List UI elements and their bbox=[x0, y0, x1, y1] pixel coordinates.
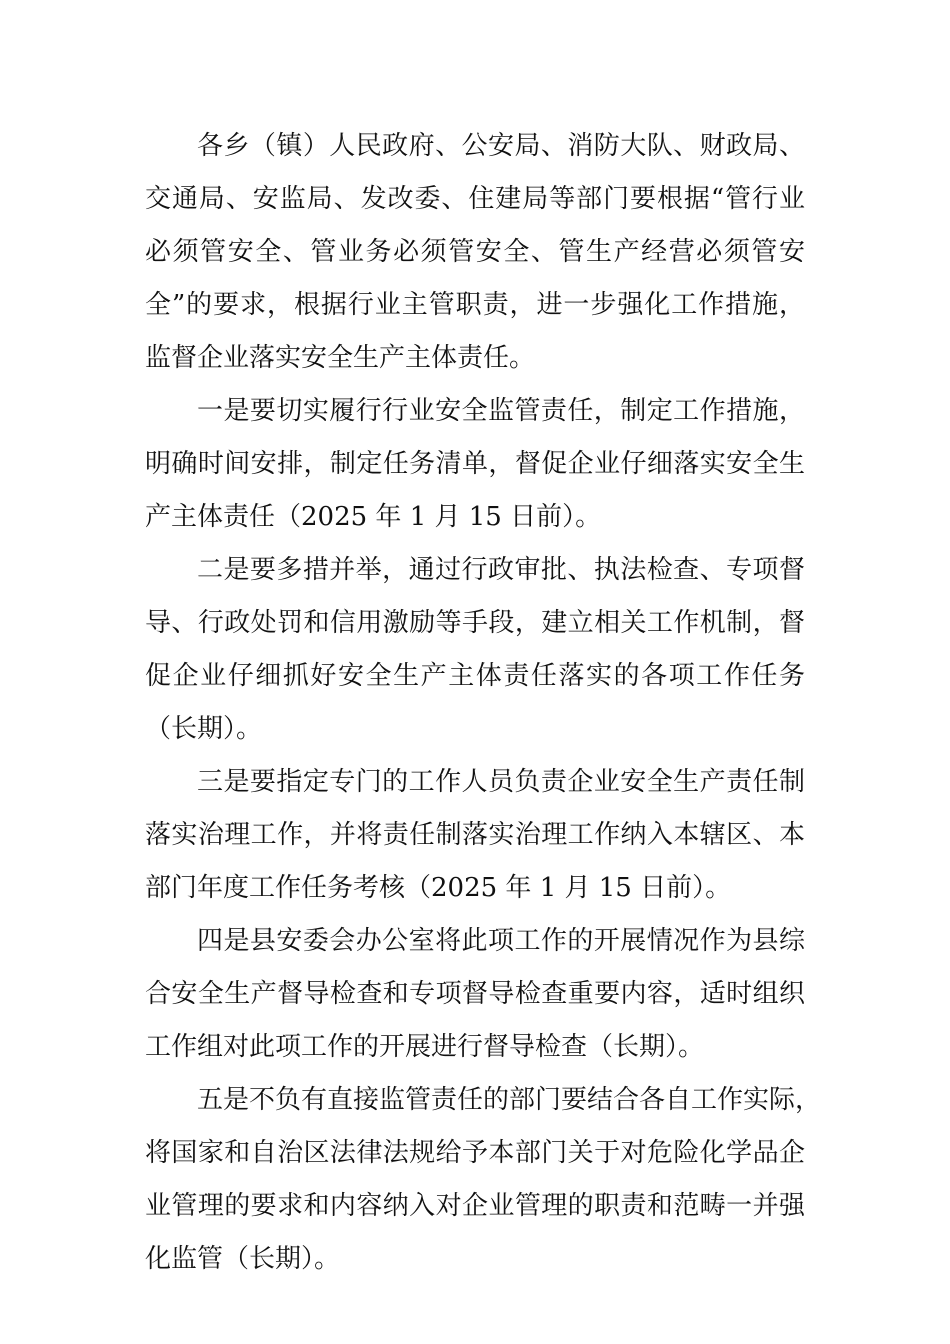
paragraph-5-line-1: 四是县安委会办公室将此项工作的开展情况作为县综 bbox=[197, 926, 805, 956]
paragraph-3-line-3: 促企业仔细抓好安全生产主体责任落实的各项工作任务 bbox=[145, 661, 805, 691]
paragraph-2-line-2: 明确时间安排，制定任务清单，督促企业仔细落实安全生 bbox=[145, 449, 805, 479]
paragraph-2-line-1: 一是要切实履行行业安全监管责任，制定工作措施， bbox=[197, 396, 805, 426]
paragraph-3-line-1: 二是要多措并举，通过行政审批、执法检查、专项督 bbox=[197, 555, 805, 585]
paragraph-6-line-4: 化监管（长期）。 bbox=[145, 1244, 341, 1274]
paragraph-5-line-3: 工作组对此项工作的开展进行督导检查（长期）。 bbox=[145, 1032, 705, 1062]
paragraph-1-line-3: 必须管安全、管业务必须管安全、管生产经营必须管安 bbox=[145, 237, 805, 267]
paragraph-6-line-3: 业管理的要求和内容纳入对企业管理的职责和范畴一并强 bbox=[145, 1191, 805, 1221]
paragraph-1-line-4: 全”的要求，根据行业主管职责，进一步强化工作措施， bbox=[145, 290, 805, 320]
paragraph-6-line-2: 将国家和自治区法律法规给予本部门关于对危险化学品企 bbox=[145, 1138, 805, 1168]
paragraph-4-line-1: 三是要指定专门的工作人员负责企业安全生产责任制 bbox=[197, 767, 805, 797]
paragraph-4-line-3: 部门年度工作任务考核（2025 年 1 月 15 日前）。 bbox=[145, 873, 732, 903]
paragraph-3-line-4: （长期）。 bbox=[145, 714, 263, 744]
paragraph-5-line-2: 合安全生产督导检查和专项督导检查重要内容，适时组织 bbox=[145, 979, 805, 1009]
paragraph-3-line-2: 导、行政处罚和信用激励等手段，建立相关工作机制，督 bbox=[145, 608, 805, 638]
paragraph-4-line-2: 落实治理工作，并将责任制落实治理工作纳入本辖区、本 bbox=[145, 820, 805, 850]
paragraph-1-line-2: 交通局、安监局、发改委、住建局等部门要根据“管行业 bbox=[145, 184, 805, 214]
paragraph-6-line-1: 五是不负有直接监管责任的部门要结合各自工作实际， bbox=[197, 1085, 822, 1115]
paragraph-2-line-3: 产主体责任（2025 年 1 月 15 日前）。 bbox=[145, 502, 602, 532]
paragraph-1-line-1: 各乡（镇）人民政府、公安局、消防大队、财政局、 bbox=[197, 131, 805, 161]
paragraph-1-line-5: 监督企业落实安全生产主体责任。 bbox=[145, 343, 536, 373]
